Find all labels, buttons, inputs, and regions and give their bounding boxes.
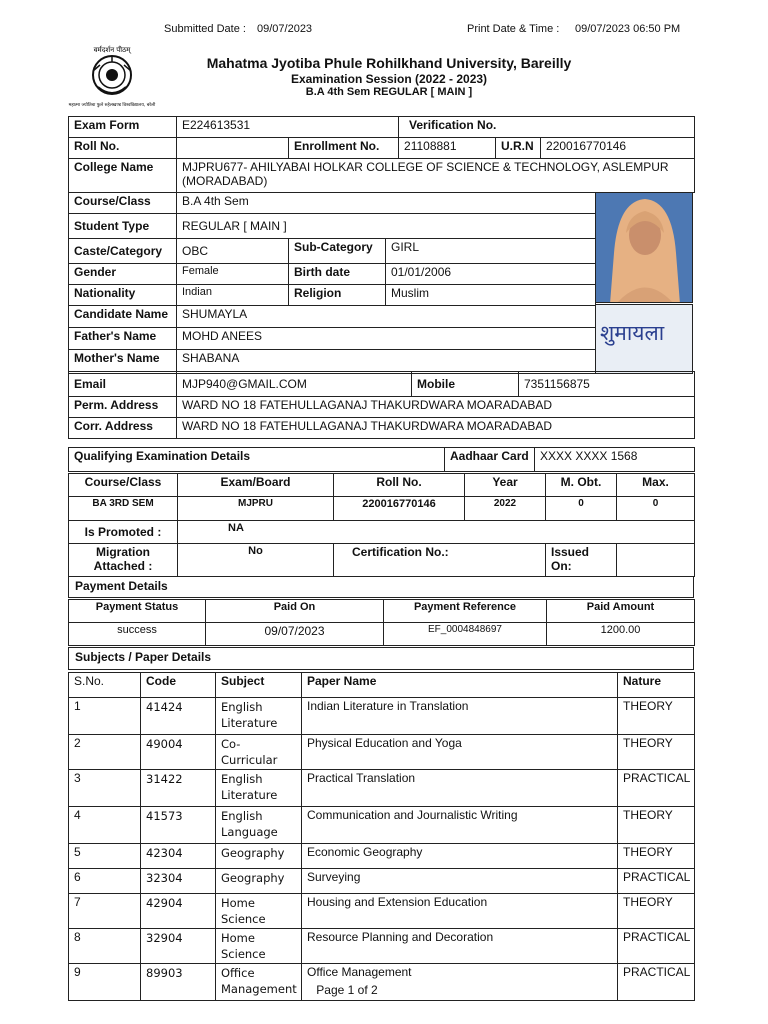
gender-value: Female bbox=[177, 264, 289, 285]
payment-title: Payment Details bbox=[68, 576, 694, 598]
certification-label: Certification No.: bbox=[334, 544, 546, 577]
promoted-value: NA bbox=[178, 521, 695, 544]
logo-text-bottom: महात्मा ज्योतिबा फुले रुहेलखण्ड विश्वविद्यालय, बरेली bbox=[68, 103, 156, 108]
table-row bbox=[69, 894, 695, 929]
subject-sno: 7 bbox=[69, 894, 141, 929]
subject-sno: 4 bbox=[69, 807, 141, 844]
subject-code: 32904 bbox=[141, 929, 216, 964]
subject-nature: PRACTICAL bbox=[618, 770, 695, 807]
mother-label: Mother's Name bbox=[69, 350, 177, 374]
subject-name: English Literature bbox=[216, 698, 302, 735]
qualifying-title: Qualifying Examination Details bbox=[69, 448, 445, 472]
q-course: BA 3RD SEM bbox=[69, 497, 178, 521]
subject-paper: Practical Translation bbox=[302, 770, 618, 807]
subject-code: 42304 bbox=[141, 844, 216, 869]
mobile-label: Mobile bbox=[412, 372, 519, 397]
q-roll: 220016770146 bbox=[334, 497, 465, 521]
type-value: REGULAR [ MAIN ] bbox=[177, 214, 596, 239]
subject-code: 31422 bbox=[141, 770, 216, 807]
payment-paidon: 09/07/2023 bbox=[206, 623, 384, 646]
table-row bbox=[69, 929, 695, 964]
subjects-table bbox=[68, 672, 695, 1001]
subcat-label: Sub-Category bbox=[289, 239, 386, 264]
aadhaar-label: Aadhaar Card bbox=[445, 448, 535, 472]
subject-paper: Housing and Extension Education bbox=[302, 894, 618, 929]
subject-name: English Language bbox=[216, 807, 302, 844]
course-label: Course/Class bbox=[69, 193, 177, 214]
subject-name: Geography bbox=[216, 844, 302, 869]
q-max: 0 bbox=[617, 497, 695, 521]
payment-header-amount: Paid Amount bbox=[547, 600, 695, 623]
subject-sno: 1 bbox=[69, 698, 141, 735]
q-header-max: Max. bbox=[617, 474, 695, 497]
nationality-label: Nationality bbox=[69, 285, 177, 306]
subject-paper: Office Management bbox=[302, 964, 618, 1001]
q-header-board: Exam/Board bbox=[178, 474, 334, 497]
caste-value: OBC bbox=[177, 239, 289, 264]
q-header-roll: Roll No. bbox=[334, 474, 465, 497]
type-label: Student Type bbox=[69, 214, 177, 239]
subject-name: English Literature bbox=[216, 770, 302, 807]
subject-code: 49004 bbox=[141, 735, 216, 770]
subject-paper: Surveying bbox=[302, 869, 618, 894]
enrollment-label: Enrollment No. bbox=[289, 138, 399, 159]
signature-text: शुमायला bbox=[600, 321, 665, 345]
corr-address-label: Corr. Address bbox=[69, 418, 177, 439]
promoted-label: Is Promoted : bbox=[69, 521, 178, 544]
contact-table bbox=[68, 371, 695, 439]
subject-nature: PRACTICAL bbox=[618, 869, 695, 894]
subject-name: Geography bbox=[216, 869, 302, 894]
urn-label: U.R.N bbox=[496, 138, 541, 159]
subject-code: 41573 bbox=[141, 807, 216, 844]
subject-code: 42904 bbox=[141, 894, 216, 929]
father-label: Father's Name bbox=[69, 328, 177, 350]
subjects-header-code: Code bbox=[141, 673, 216, 698]
subject-nature: THEORY bbox=[618, 698, 695, 735]
student-info-table bbox=[68, 116, 695, 193]
roll-label: Roll No. bbox=[69, 138, 177, 159]
subject-name: Home Science bbox=[216, 894, 302, 929]
subject-code: 89903 bbox=[141, 964, 216, 1001]
college-value: MJPRU677- AHILYABAI HOLKAR COLLEGE OF SCIENCE & TECHNOLOGY, ASLEMPUR (MORADABAD) bbox=[177, 159, 695, 193]
college-label: College Name bbox=[69, 159, 177, 193]
subject-name: Co-Curricular bbox=[216, 735, 302, 770]
payment-header-reference: Payment Reference bbox=[384, 600, 547, 623]
q-header-year: Year bbox=[465, 474, 546, 497]
name-value: SHUMAYLA bbox=[177, 306, 596, 328]
submitted-date: 09/07/2023 bbox=[257, 23, 313, 35]
subjects-title: Subjects / Paper Details bbox=[68, 647, 694, 670]
payment-table bbox=[68, 599, 695, 646]
print-date: 09/07/2023 06:50 PM bbox=[575, 23, 681, 35]
subject-sno: 9 bbox=[69, 964, 141, 1001]
subject-nature: THEORY bbox=[618, 807, 695, 844]
q-board: MJPRU bbox=[178, 497, 334, 521]
student-photo bbox=[595, 192, 693, 303]
issued-label: Issued On: bbox=[546, 544, 617, 577]
table-row bbox=[69, 770, 695, 807]
birth-label: Birth date bbox=[289, 264, 386, 285]
table-row bbox=[69, 698, 695, 735]
qualifying-header bbox=[68, 447, 695, 472]
religion-value: Muslim bbox=[386, 285, 596, 306]
subject-paper: Economic Geography bbox=[302, 844, 618, 869]
subject-paper: Indian Literature in Translation bbox=[302, 698, 618, 735]
perm-address-label: Perm. Address bbox=[69, 397, 177, 418]
enrollment-value: 21108881 bbox=[399, 138, 496, 159]
q-header-mobt: M. Obt. bbox=[546, 474, 617, 497]
mobile-value: 7351156875 bbox=[519, 372, 695, 397]
page-number: Page 1 of 2 bbox=[316, 983, 378, 997]
subject-name: Office Management bbox=[216, 964, 302, 1001]
issued-value bbox=[617, 544, 695, 577]
logo-text-top: वर्मदर्शन पीठम् bbox=[93, 46, 131, 54]
migration-label: Migration Attached : bbox=[69, 544, 178, 577]
course-value: B.A 4th Sem bbox=[177, 193, 596, 214]
migration-value: No bbox=[178, 544, 334, 577]
table-row bbox=[69, 735, 695, 770]
q-year: 2022 bbox=[465, 497, 546, 521]
subjects-header-paper: Paper Name bbox=[302, 673, 618, 698]
subject-nature: THEORY bbox=[618, 735, 695, 770]
caste-label: Caste/Category bbox=[69, 239, 177, 264]
subject-nature: PRACTICAL bbox=[618, 929, 695, 964]
urn-value: 220016770146 bbox=[541, 138, 695, 159]
birth-value: 01/01/2006 bbox=[386, 264, 596, 285]
exam-form-label: Exam Form bbox=[69, 117, 177, 138]
payment-reference: EF_0004848697 bbox=[384, 623, 547, 646]
q-header-course: Course/Class bbox=[69, 474, 178, 497]
payment-amount: 1200.00 bbox=[547, 623, 695, 646]
father-value: MOHD ANEES bbox=[177, 328, 596, 350]
payment-header-paidon: Paid On bbox=[206, 600, 384, 623]
table-row bbox=[69, 869, 695, 894]
subject-paper: Physical Education and Yoga bbox=[302, 735, 618, 770]
gender-label: Gender bbox=[69, 264, 177, 285]
aadhaar-value: XXXX XXXX 1568 bbox=[535, 448, 695, 472]
subject-sno: 6 bbox=[69, 869, 141, 894]
print-date-label: Print Date & Time : bbox=[467, 23, 560, 35]
table-row bbox=[69, 807, 695, 844]
subcat-value: GIRL bbox=[386, 239, 596, 264]
subject-nature: PRACTICAL bbox=[618, 964, 695, 1001]
exam-form-value: E224613531 bbox=[177, 117, 399, 138]
subject-nature: THEORY bbox=[618, 894, 695, 929]
student-detail-table bbox=[68, 192, 596, 374]
verification-label: Verification No. bbox=[399, 117, 695, 138]
table-row bbox=[69, 844, 695, 869]
payment-status: success bbox=[69, 623, 206, 646]
mother-value: SHABANA bbox=[177, 350, 596, 374]
subject-name: Home Science bbox=[216, 929, 302, 964]
qualifying-table bbox=[68, 473, 695, 577]
subjects-header-nature: Nature bbox=[618, 673, 695, 698]
roll-value bbox=[177, 138, 289, 159]
religion-label: Religion bbox=[289, 285, 386, 306]
student-signature bbox=[595, 304, 693, 374]
subject-sno: 8 bbox=[69, 929, 141, 964]
corr-address-value: WARD NO 18 FATEHULLAGANAJ THAKURDWARA MOARADABAD bbox=[177, 418, 695, 439]
subject-paper: Communication and Journalistic Writing bbox=[302, 807, 618, 844]
submitted-date-label: Submitted Date : bbox=[164, 23, 246, 35]
name-label: Candidate Name bbox=[69, 306, 177, 328]
subject-sno: 3 bbox=[69, 770, 141, 807]
email-label: Email bbox=[69, 372, 177, 397]
course-title: B.A 4th Sem REGULAR [ MAIN ] bbox=[305, 86, 473, 98]
q-mobt: 0 bbox=[546, 497, 617, 521]
subject-nature: THEORY bbox=[618, 844, 695, 869]
payment-header-status: Payment Status bbox=[69, 600, 206, 623]
subject-code: 41424 bbox=[141, 698, 216, 735]
email-value: MJP940@GMAIL.COM bbox=[177, 372, 412, 397]
subjects-header-subject: Subject bbox=[216, 673, 302, 698]
subject-sno: 5 bbox=[69, 844, 141, 869]
university-name: Mahatma Jyotiba Phule Rohilkhand University, Bareilly bbox=[206, 55, 572, 71]
exam-session: Examination Session (2022 - 2023) bbox=[290, 72, 488, 86]
subject-sno: 2 bbox=[69, 735, 141, 770]
subject-paper: Resource Planning and Decoration bbox=[302, 929, 618, 964]
nationality-value: Indian bbox=[177, 285, 289, 306]
subjects-header-sno: S.No. bbox=[69, 673, 141, 698]
perm-address-value: WARD NO 18 FATEHULLAGANAJ THAKURDWARA MOARADABAD bbox=[177, 397, 695, 418]
subject-code: 32304 bbox=[141, 869, 216, 894]
